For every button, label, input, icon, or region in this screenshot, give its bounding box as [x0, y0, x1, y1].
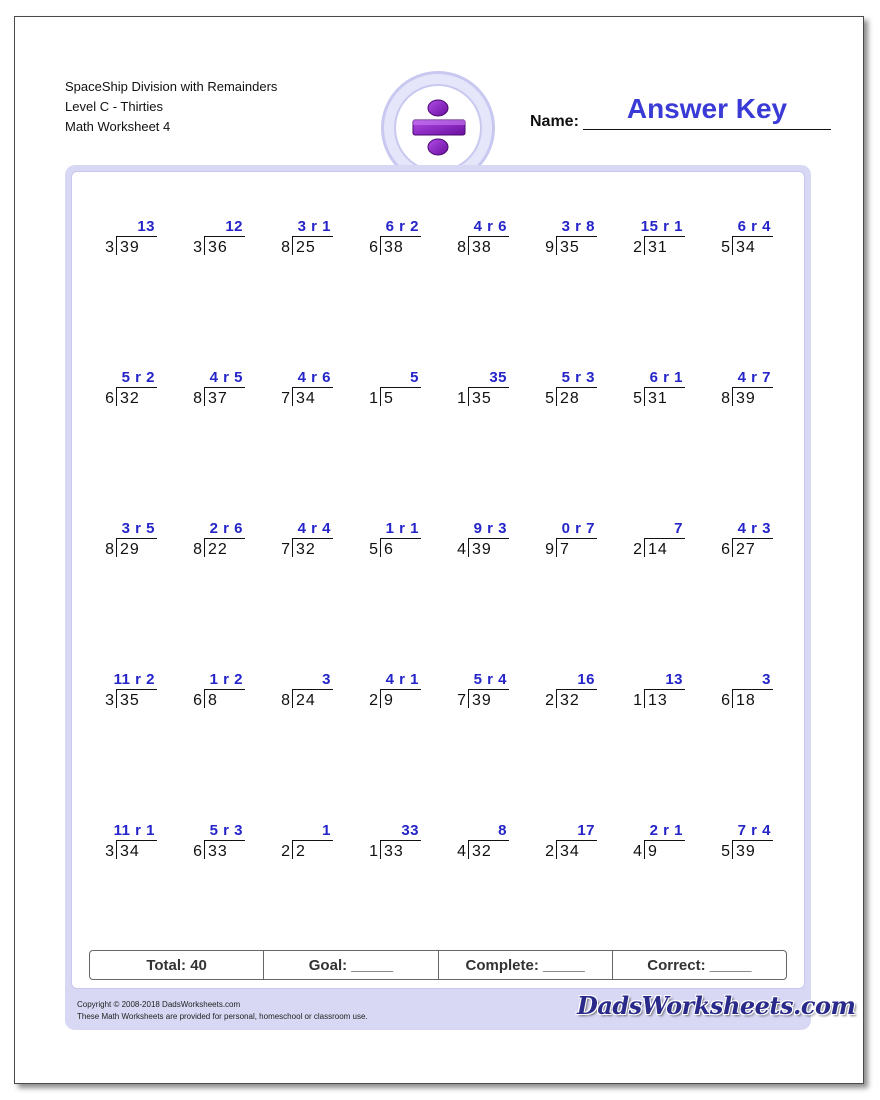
dividend: 22 — [208, 541, 228, 558]
division-problem — [278, 369, 348, 423]
quotient-answer: 3 — [762, 671, 771, 688]
divisor: 8 — [281, 692, 290, 709]
division-problem — [542, 218, 612, 272]
quotient-answer: 5 r 3 — [561, 369, 595, 386]
division-problem — [454, 520, 524, 574]
division-problem — [454, 671, 524, 725]
quotient-answer: 15 r 1 — [640, 218, 683, 235]
quotient-answer: 6 r 1 — [649, 369, 683, 386]
dividend: 39 — [472, 692, 492, 709]
quotient-answer: 13 — [665, 671, 683, 688]
quotient-answer: 1 r 2 — [209, 671, 243, 688]
divisor: 8 — [281, 239, 290, 256]
quotient-answer: 11 r 2 — [113, 671, 155, 688]
dividend: 39 — [120, 239, 140, 256]
divisor: 6 — [369, 239, 378, 256]
quotient-answer: 7 — [674, 520, 683, 537]
divisor: 7 — [457, 692, 466, 709]
divisor: 3 — [193, 239, 202, 256]
division-problem — [718, 218, 788, 272]
divisor: 1 — [369, 390, 378, 407]
worksheet-number: Math Worksheet 4 — [65, 119, 171, 134]
dividend: 33 — [208, 843, 228, 860]
division-problem — [102, 369, 172, 423]
quotient-answer: 13 — [137, 218, 155, 235]
quotient-answer: 8 — [498, 822, 507, 839]
problems-panel — [65, 165, 856, 1030]
quotient-answer: 2 r 1 — [649, 822, 683, 839]
quotient-answer: 12 — [225, 218, 243, 235]
division-problem — [630, 822, 700, 876]
quotient-answer: 4 r 6 — [473, 218, 507, 235]
copyright-text: Copyright © 2008-2018 DadsWorksheets.com — [77, 1000, 241, 1009]
division-problem — [454, 218, 524, 272]
dividend: 32 — [560, 692, 580, 709]
problems-grid — [71, 171, 805, 989]
division-problem — [718, 369, 788, 423]
divisor: 6 — [193, 692, 202, 709]
quotient-answer: 4 r 6 — [297, 369, 331, 386]
worksheet-title: SpaceShip Division with Remainders — [65, 79, 278, 94]
quotient-answer: 3 r 8 — [561, 218, 595, 235]
dividend: 13 — [648, 692, 668, 709]
division-problem — [718, 671, 788, 725]
divisor: 5 — [545, 390, 554, 407]
dividend: 31 — [648, 239, 668, 256]
dividend: 27 — [736, 541, 756, 558]
divisor: 2 — [369, 692, 378, 709]
division-problem — [366, 520, 436, 574]
dividend: 38 — [472, 239, 492, 256]
divisor: 8 — [193, 541, 202, 558]
divisor: 4 — [633, 843, 642, 860]
quotient-answer: 7 r 4 — [737, 822, 771, 839]
quotient-answer: 4 r 1 — [385, 671, 419, 688]
divisor: 5 — [721, 843, 730, 860]
name-line — [583, 129, 831, 130]
division-problem — [542, 520, 612, 574]
division-problem — [102, 218, 172, 272]
division-problem — [542, 671, 612, 725]
dividend: 34 — [120, 843, 140, 860]
quotient-answer: 2 r 6 — [209, 520, 243, 537]
quotient-answer: 1 r 1 — [385, 520, 419, 537]
quotient-answer: 9 r 3 — [473, 520, 507, 537]
division-problem — [366, 218, 436, 272]
dividend: 9 — [384, 692, 394, 709]
quotient-answer: 35 — [489, 369, 507, 386]
usage-note: These Math Worksheets are provided for personal, homeschool or classroom use. — [77, 1012, 368, 1021]
divisor: 9 — [545, 239, 554, 256]
division-problem — [278, 520, 348, 574]
dividend: 29 — [120, 541, 140, 558]
divisor: 2 — [633, 239, 642, 256]
divisor: 5 — [721, 239, 730, 256]
division-problem — [102, 822, 172, 876]
quotient-answer: 4 r 5 — [209, 369, 243, 386]
footer-text — [77, 999, 368, 1023]
division-problem — [190, 369, 260, 423]
division-problem — [190, 520, 260, 574]
worksheet-level: Level C - Thirties — [65, 99, 164, 114]
quotient-answer: 1 — [322, 822, 331, 839]
quotient-answer: 17 — [577, 822, 595, 839]
division-problem — [630, 520, 700, 574]
answer-key-text: Answer Key — [626, 93, 788, 124]
division-problem — [454, 369, 524, 423]
divisor: 6 — [105, 390, 114, 407]
dividend: 32 — [120, 390, 140, 407]
quotient-answer: 33 — [401, 822, 419, 839]
divisor: 1 — [369, 843, 378, 860]
worksheet-page — [14, 16, 864, 1084]
divisor: 5 — [633, 390, 642, 407]
dividend: 5 — [384, 390, 394, 407]
quotient-answer: 6 r 2 — [385, 218, 419, 235]
quotient-answer: 4 r 3 — [737, 520, 771, 537]
divisor: 8 — [105, 541, 114, 558]
dividend: 33 — [384, 843, 404, 860]
divisor: 2 — [633, 541, 642, 558]
dadsworksheets-logo: DadsWorksheets.com — [577, 991, 856, 1020]
divisor: 2 — [545, 692, 554, 709]
dividend: 8 — [208, 692, 218, 709]
dividend: 34 — [296, 390, 316, 407]
divisor: 4 — [457, 541, 466, 558]
divisor: 1 — [457, 390, 466, 407]
dividend: 35 — [472, 390, 492, 407]
division-problem — [454, 822, 524, 876]
divisor: 3 — [105, 239, 114, 256]
dividend: 31 — [648, 390, 668, 407]
dividend: 6 — [384, 541, 394, 558]
division-problem — [718, 520, 788, 574]
total-cell: Total: 40 — [146, 956, 207, 974]
divisor: 2 — [281, 843, 290, 860]
goal-cell: Goal: _____ — [263, 951, 437, 979]
dividend: 39 — [736, 390, 756, 407]
divisor: 4 — [457, 843, 466, 860]
name-label: Name: — [530, 113, 579, 130]
division-problem — [278, 822, 348, 876]
division-problem — [366, 822, 436, 876]
divisor: 8 — [721, 390, 730, 407]
quotient-answer: 3 r 1 — [297, 218, 331, 235]
dividend: 7 — [560, 541, 570, 558]
divisor: 8 — [193, 390, 202, 407]
division-problem — [190, 671, 260, 725]
quotient-answer: 5 — [410, 369, 419, 386]
division-problem — [366, 671, 436, 725]
division-problem — [190, 218, 260, 272]
dividend: 34 — [736, 239, 756, 256]
division-badge-inner — [394, 84, 482, 172]
worksheet-header — [65, 77, 277, 137]
quotient-answer: 4 r 4 — [297, 520, 331, 537]
division-problem — [542, 369, 612, 423]
dividend: 37 — [208, 390, 228, 407]
quotient-answer: 5 r 2 — [121, 369, 155, 386]
dividend: 2 — [296, 843, 306, 860]
dividend: 25 — [296, 239, 316, 256]
divisor: 6 — [193, 843, 202, 860]
division-problem — [102, 671, 172, 725]
divisor: 2 — [545, 843, 554, 860]
dividend: 36 — [208, 239, 228, 256]
divisor: 7 — [281, 541, 290, 558]
score-table — [89, 950, 787, 980]
quotient-answer: 11 r 1 — [113, 822, 155, 839]
dividend: 39 — [472, 541, 492, 558]
division-problem — [630, 369, 700, 423]
division-problem — [630, 218, 700, 272]
dividend: 28 — [560, 390, 580, 407]
dividend: 32 — [296, 541, 316, 558]
quotient-answer: 5 r 4 — [473, 671, 507, 688]
quotient-answer: 6 r 4 — [737, 218, 771, 235]
dividend: 24 — [296, 692, 316, 709]
dividend: 32 — [472, 843, 492, 860]
divisor: 7 — [281, 390, 290, 407]
division-problem — [718, 822, 788, 876]
dividend: 39 — [736, 843, 756, 860]
division-problem — [190, 822, 260, 876]
dividend: 38 — [384, 239, 404, 256]
division-problem — [278, 671, 348, 725]
divisor: 9 — [545, 541, 554, 558]
divisor: 3 — [105, 843, 114, 860]
divisor: 8 — [457, 239, 466, 256]
divisor: 6 — [721, 541, 730, 558]
dividend: 18 — [736, 692, 756, 709]
dividend: 9 — [648, 843, 658, 860]
divisor: 5 — [369, 541, 378, 558]
complete-cell: Complete: _____ — [438, 951, 612, 979]
dividend: 35 — [560, 239, 580, 256]
dividend: 34 — [560, 843, 580, 860]
quotient-answer: 16 — [577, 671, 595, 688]
division-problem — [366, 369, 436, 423]
division-problem — [278, 218, 348, 272]
division-problem — [630, 671, 700, 725]
quotient-answer: 5 r 3 — [209, 822, 243, 839]
quotient-answer: 0 r 7 — [561, 520, 595, 537]
divisor: 6 — [721, 692, 730, 709]
division-sign-icon — [396, 86, 480, 170]
division-problem — [102, 520, 172, 574]
divisor: 3 — [105, 692, 114, 709]
division-problem — [542, 822, 612, 876]
quotient-answer: 3 r 5 — [121, 520, 155, 537]
dividend: 35 — [120, 692, 140, 709]
divisor: 1 — [633, 692, 642, 709]
quotient-answer: 4 r 7 — [737, 369, 771, 386]
quotient-answer: 3 — [322, 671, 331, 688]
dividend: 14 — [648, 541, 668, 558]
correct-cell: Correct: _____ — [612, 951, 786, 979]
